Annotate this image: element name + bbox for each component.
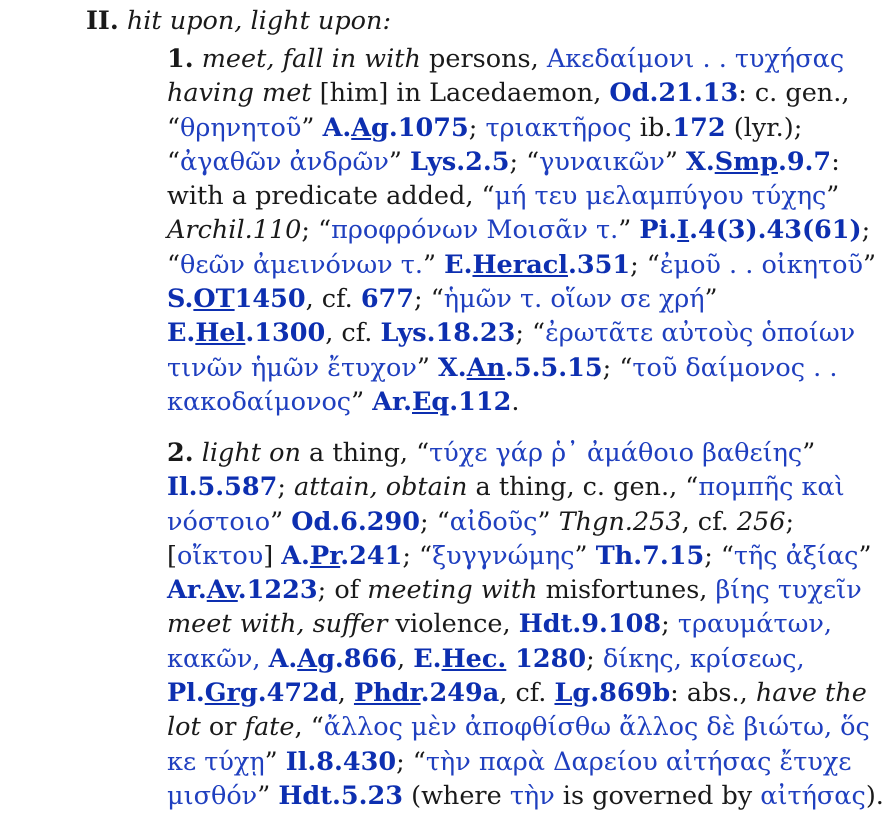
text-segment: “	[167, 112, 181, 143]
text-segment: ”	[574, 540, 596, 571]
text-segment: with a predicate added, “	[167, 181, 495, 212]
citation-link[interactable]: Pi.	[639, 215, 678, 246]
greek-text: τοῦ δαίμονος . .	[632, 352, 838, 383]
text-segment: ; “	[509, 146, 540, 177]
text-segment: ib.	[631, 112, 673, 143]
sense-gloss: hit upon, light upon:	[118, 6, 392, 36]
text-segment: ).	[865, 780, 884, 811]
entry-line	[167, 385, 837, 419]
italic-gloss: Thgn.253	[558, 506, 682, 537]
greek-text: ξυγγνώμης	[432, 540, 575, 571]
entry-line	[167, 573, 862, 607]
text-segment: ; “	[402, 540, 433, 571]
sense-heading	[86, 4, 391, 38]
text-segment: , cf.	[681, 506, 737, 537]
entry-line	[167, 179, 840, 213]
entry-line	[167, 607, 837, 641]
entry-line	[167, 436, 837, 470]
citation-link[interactable]: Ar.	[167, 575, 207, 606]
text-segment: ”	[858, 540, 872, 571]
italic-gloss: fate	[244, 712, 295, 743]
text-segment: ; “	[630, 249, 660, 280]
greek-text: τῆς ἀξίας	[733, 540, 859, 571]
italic-gloss: meet with, suffer	[167, 609, 388, 640]
citation-link[interactable]: Lg	[554, 678, 591, 709]
citation-link[interactable]: .4(3).43(61)	[689, 215, 862, 246]
entry-line	[167, 145, 840, 179]
text-segment: a thing, “	[300, 438, 430, 468]
greek-text: αἰτήσας	[760, 780, 866, 811]
greek-text: βίης τυχεῖν	[715, 575, 862, 606]
text-segment: ”	[422, 249, 445, 280]
italic-gloss: meeting with	[367, 575, 538, 606]
text-segment: ”	[257, 780, 279, 811]
entry-line	[167, 76, 850, 110]
text-segment: ; “	[301, 215, 332, 246]
citation-link[interactable]: 677	[360, 284, 415, 315]
text-segment: , cf.	[325, 318, 381, 349]
citation-link[interactable]: .1075	[388, 112, 469, 143]
greek-text: κακοδαίμονος	[167, 386, 352, 417]
text-segment: ”	[301, 112, 323, 143]
text-segment: , “	[294, 712, 324, 743]
citation-link[interactable]: X.	[438, 352, 467, 383]
text-segment: ”	[802, 438, 816, 468]
citation-link[interactable]: E.	[167, 318, 196, 349]
text-segment: ”	[388, 146, 410, 177]
greek-text: τὴν	[509, 780, 555, 811]
text-segment: violence,	[387, 609, 519, 640]
text-segment: ”	[826, 181, 840, 212]
text-segment: ;	[277, 472, 295, 503]
greek-text: νόστοιο	[167, 506, 271, 537]
greek-text: ἄλλος μὲν ἀποφθίσθω ἄλλος δὲ βιώτω, ὅς	[323, 712, 870, 743]
citation-link[interactable]: Hdt.9.108	[518, 609, 662, 640]
text-segment: persons,	[420, 44, 547, 74]
text-segment: or	[200, 712, 245, 743]
greek-text: ἡμῶν τ. οἵων σε χρή	[443, 284, 705, 315]
italic-gloss: lot	[167, 712, 201, 743]
text-segment: ; “	[396, 746, 426, 777]
citation-link[interactable]: 1450	[234, 284, 306, 315]
citation-link[interactable]: Od.6.290	[291, 506, 421, 537]
text-segment: .	[511, 386, 520, 417]
entry-line	[167, 213, 871, 247]
citation-link[interactable]: Lys.2.5	[410, 146, 510, 177]
greek-text: τὴν παρὰ Δαρείου αἰτήσας ἔτυχε	[425, 746, 852, 777]
citation-link[interactable]: .472d	[257, 678, 338, 709]
text-segment: ]	[263, 540, 282, 571]
text-segment: : c. gen.,	[738, 78, 850, 109]
greek-text: ἐρωτᾶτε αὐτοὺς ὁποίων	[545, 318, 856, 349]
greek-text: ἐμοῦ . . οἰκητοῦ	[659, 249, 863, 280]
text-segment: ”	[862, 249, 877, 280]
text-segment: ; of	[317, 575, 368, 606]
sense-number: II.	[86, 6, 119, 36]
citation-link[interactable]: Lys.18.23	[380, 318, 516, 349]
text-segment: ; “	[420, 506, 450, 537]
greek-text: ἀγαθῶν ἀνδρῶν	[180, 146, 389, 177]
citation-link[interactable]: Hel	[195, 318, 246, 349]
greek-text: τραυμάτων,	[677, 609, 832, 640]
text-segment: ”	[704, 284, 718, 315]
citation-link[interactable]: .866	[334, 643, 398, 674]
entry-line	[167, 42, 845, 76]
greek-text: αἰδοῦς	[449, 506, 538, 537]
citation-link[interactable]: A.	[281, 540, 310, 571]
greek-text: μισθόν	[167, 780, 258, 811]
text-segment: ; “	[414, 284, 444, 315]
citation-link[interactable]: Il.8.430	[285, 746, 397, 777]
text-segment: ; “	[704, 540, 734, 571]
text-segment: ”	[618, 215, 640, 246]
subsense-2	[167, 436, 884, 813]
citation-link[interactable]: .869b	[590, 678, 671, 709]
entry-line	[167, 351, 837, 385]
text-segment: ”	[264, 746, 286, 777]
text-segment: ;	[586, 643, 603, 674]
greek-text: τινῶν ἡμῶν ἔτυχον	[167, 352, 417, 383]
text-segment: “	[167, 249, 181, 280]
greek-text: τριακτῆρος	[485, 112, 632, 143]
greek-text: γυναικῶν	[539, 146, 665, 177]
citation-link[interactable]: .112	[449, 386, 512, 417]
text-segment: is governed by	[554, 780, 761, 811]
citation-link[interactable]: E.	[413, 643, 442, 674]
text-segment: ; “	[602, 352, 633, 383]
text-segment: [him] in Lacedaemon,	[311, 78, 610, 109]
greek-text: θρηνητοῦ	[180, 112, 302, 143]
text-segment: ; “	[515, 318, 546, 349]
citation-link[interactable]: Eq	[412, 386, 450, 417]
text-segment: ;	[785, 506, 795, 537]
text-segment: (lyr.);	[725, 112, 803, 143]
entry-line	[167, 710, 870, 744]
greek-text: πομπῆς καὶ	[698, 472, 845, 503]
citation-link[interactable]: OT	[193, 284, 235, 315]
text-segment: “	[167, 146, 181, 177]
citation-link[interactable]: Grg	[204, 678, 258, 709]
citation-link[interactable]: .249a	[420, 678, 500, 709]
text-segment: (where	[403, 780, 510, 811]
italic-gloss: 256	[736, 506, 786, 537]
citation-link[interactable]: .1300	[245, 318, 326, 349]
greek-text: δίκης, κρίσεως,	[602, 643, 805, 674]
italic-gloss: having met	[167, 78, 312, 109]
text-segment: :	[831, 146, 840, 177]
subsense-number: 1.	[167, 44, 194, 74]
entry-line	[167, 539, 872, 573]
greek-text: Ακεδαίμονι . . τυχήσας	[546, 44, 845, 74]
text-segment: , cf.	[499, 678, 555, 709]
citation-link[interactable]: Phdr	[353, 678, 421, 709]
text-segment: , cf.	[305, 284, 361, 315]
citation-link[interactable]: Hdt.5.23	[278, 780, 404, 811]
citation-link[interactable]: Ar.	[372, 386, 412, 417]
italic-gloss: light on	[193, 438, 301, 468]
citation-link[interactable]: Pr	[309, 540, 341, 571]
entry-line	[167, 745, 852, 779]
greek-text: μή τευ μελαμπύγου τύχης	[494, 181, 827, 212]
entry-line	[167, 248, 877, 282]
text-segment: ;	[468, 112, 486, 143]
italic-gloss: Archil.110	[167, 215, 302, 246]
citation-link[interactable]: A.	[322, 112, 352, 143]
greek-text: κε τύχῃ	[167, 746, 265, 777]
text-segment: ”	[351, 386, 373, 417]
text-segment: ;	[661, 609, 678, 640]
citation-link[interactable]: E.	[444, 249, 473, 280]
italic-gloss: attain, obtain	[294, 472, 468, 503]
text-segment: ,	[337, 678, 354, 709]
entry-line	[167, 779, 884, 813]
citation-link[interactable]: S.	[167, 284, 194, 315]
greek-text: θεῶν ἀμεινόνων τ.	[180, 249, 423, 280]
citation-link[interactable]: .9.7	[777, 146, 832, 177]
text-segment: [	[167, 540, 177, 571]
citation-link[interactable]: 172	[672, 112, 726, 143]
citation-link[interactable]: .1223	[237, 575, 318, 606]
citation-link[interactable]: .241	[340, 540, 403, 571]
citation-link[interactable]: An	[466, 352, 506, 383]
citation-link[interactable]: Smp	[714, 146, 778, 177]
entry-line	[167, 282, 837, 316]
citation-link[interactable]: Th.7.15	[595, 540, 705, 571]
greek-text: οἴκτου	[176, 540, 264, 571]
entry-line	[167, 676, 867, 710]
citation-link[interactable]: Av	[206, 575, 238, 606]
text-segment: a thing, c. gen., “	[467, 472, 699, 503]
italic-gloss: meet, fall in with	[193, 44, 421, 74]
entry-line	[167, 642, 837, 676]
citation-link[interactable]: Od.21.13	[609, 78, 739, 109]
entry-line	[167, 505, 837, 539]
subsense-1	[167, 42, 877, 419]
greek-text: τύχε γάρ ῥ᾽ ἀμάθοιο βαθείης	[429, 438, 803, 468]
text-segment: ,	[397, 643, 414, 674]
text-segment: ”	[664, 146, 687, 177]
citation-link[interactable]: X.	[686, 146, 715, 177]
text-segment: : abs.,	[670, 678, 756, 709]
text-segment: ”	[537, 506, 559, 537]
text-segment: misfortunes,	[537, 575, 716, 606]
citation-link[interactable]: Pl.	[167, 678, 205, 709]
entry-line	[167, 111, 837, 145]
greek-text: προφρόνων Μοισᾶν τ.	[331, 215, 619, 246]
citation-link[interactable]: Il.5.587	[167, 472, 278, 503]
entry-line	[167, 470, 845, 504]
text-segment: ”	[270, 506, 292, 537]
text-segment: ”	[416, 352, 439, 383]
citation-link[interactable]: Ag	[351, 112, 389, 143]
citation-link[interactable]: .351	[567, 249, 631, 280]
citation-link[interactable]: A.	[268, 643, 298, 674]
citation-link[interactable]: Ag	[297, 643, 335, 674]
citation-link[interactable]: I	[677, 215, 690, 246]
citation-link[interactable]: .5.5.15	[505, 352, 603, 383]
citation-link[interactable]: Heracl	[472, 249, 568, 280]
citation-link[interactable]: Hec.	[441, 643, 507, 674]
italic-gloss: have the	[755, 678, 867, 709]
greek-text: κακῶν,	[167, 643, 269, 674]
text-segment: ;	[861, 215, 871, 246]
citation-link[interactable]: 1280	[506, 643, 587, 674]
subsense-number: 2.	[167, 438, 194, 468]
entry-line	[167, 316, 856, 350]
